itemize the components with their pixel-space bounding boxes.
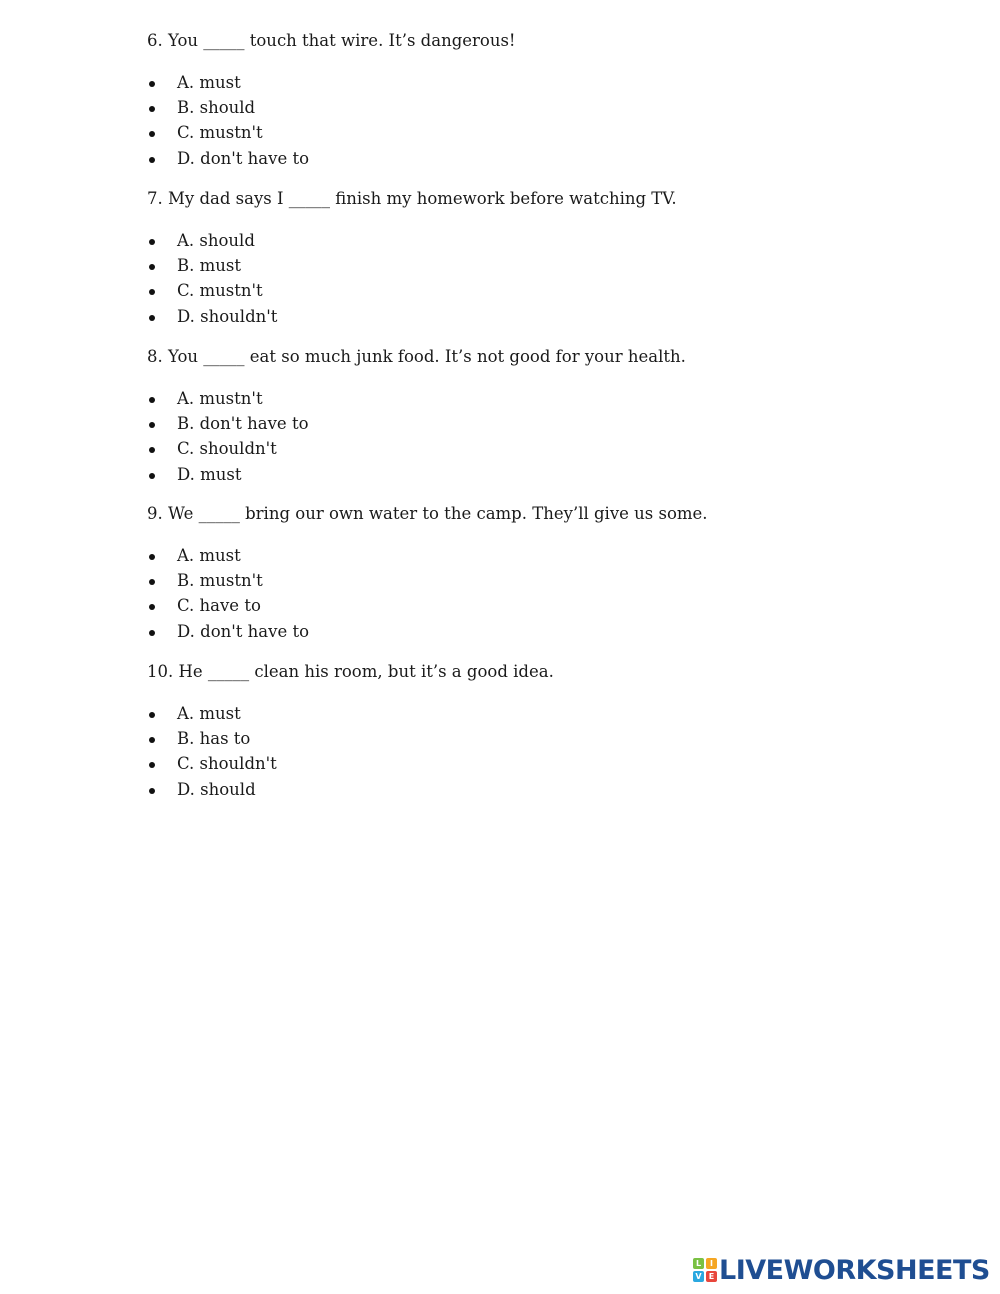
question-6: 6. You _____ touch that wire. It’s dangerous!: [147, 31, 516, 50]
option-10d[interactable]: [147, 777, 277, 802]
bullet-icon: [149, 289, 155, 295]
option-label: B. don't have to: [177, 414, 309, 434]
bullet-icon: [149, 157, 155, 163]
live-tiles-icon: [693, 1258, 717, 1282]
option-label: C. mustn't: [177, 123, 263, 143]
bullet-icon: [149, 131, 155, 137]
logo-tile: V: [693, 1271, 704, 1282]
bullet-icon: [149, 579, 155, 585]
option-label: A. should: [177, 231, 255, 250]
liveworksheets-logo: [693, 1256, 990, 1284]
option-label: C. mustn't: [177, 281, 263, 301]
option-7b[interactable]: [147, 253, 277, 278]
bullet-icon: [149, 473, 155, 479]
option-8d[interactable]: [147, 462, 309, 487]
bullet-icon: [149, 554, 155, 560]
options-6: [147, 70, 309, 171]
bullet-icon: [149, 315, 155, 321]
question-7: 7. My dad says I _____ finish my homework before watching TV.: [147, 189, 677, 208]
bullet-icon: [149, 762, 155, 768]
option-10a[interactable]: [147, 701, 277, 726]
option-9d[interactable]: [147, 619, 309, 644]
option-label: D. should: [177, 779, 256, 799]
option-9a[interactable]: [147, 543, 309, 568]
option-8a[interactable]: [147, 386, 309, 411]
bullet-icon: [149, 81, 155, 87]
bullet-icon: [149, 397, 155, 403]
question-9: 9. We _____ bring our own water to the camp. They’ll give us some.: [147, 504, 708, 523]
option-8b[interactable]: [147, 411, 309, 436]
bullet-icon: [149, 106, 155, 112]
options-10: [147, 701, 277, 802]
option-10c[interactable]: [147, 751, 277, 776]
option-10b[interactable]: [147, 726, 277, 751]
bullet-icon: [149, 239, 155, 245]
option-label: D. shouldn't: [177, 306, 278, 326]
option-label: A. must: [177, 546, 241, 565]
option-9c[interactable]: [147, 593, 309, 618]
option-6a[interactable]: [147, 70, 309, 95]
logo-text: LIVEWORKSHEETS: [719, 1254, 990, 1286]
option-label: B. has to: [177, 729, 251, 749]
logo-tile: E: [706, 1271, 717, 1282]
option-7a[interactable]: [147, 228, 277, 253]
question-8: 8. You _____ eat so much junk food. It’s not good for your health.: [147, 347, 686, 366]
option-label: A. must: [177, 73, 241, 92]
bullet-icon: [149, 630, 155, 636]
logo-tile: L: [693, 1258, 704, 1269]
option-label: C. shouldn't: [177, 439, 277, 459]
option-label: B. should: [177, 98, 256, 118]
option-label: A. must: [177, 704, 241, 723]
options-9: [147, 543, 309, 644]
option-label: D. don't have to: [177, 621, 310, 641]
option-9b[interactable]: [147, 568, 309, 593]
logo-tile: I: [706, 1258, 717, 1269]
question-10: 10. He _____ clean his room, but it’s a good idea.: [147, 662, 554, 681]
option-label: C. have to: [177, 596, 261, 616]
bullet-icon: [149, 712, 155, 718]
bullet-icon: [149, 604, 155, 610]
option-6b[interactable]: [147, 95, 309, 120]
option-7c[interactable]: [147, 278, 277, 303]
option-label: D. must: [177, 464, 242, 484]
options-7: [147, 228, 277, 329]
option-6c[interactable]: [147, 120, 309, 145]
bullet-icon: [149, 737, 155, 743]
bullet-icon: [149, 264, 155, 270]
option-label: A. mustn't: [177, 389, 263, 408]
bullet-icon: [149, 447, 155, 453]
option-label: D. don't have to: [177, 148, 310, 168]
option-7d[interactable]: [147, 304, 277, 329]
bullet-icon: [149, 422, 155, 428]
option-6d[interactable]: [147, 146, 309, 171]
option-label: B. mustn't: [177, 571, 263, 591]
options-8: [147, 386, 309, 487]
option-label: B. must: [177, 256, 241, 276]
option-8c[interactable]: [147, 436, 309, 461]
bullet-icon: [149, 788, 155, 794]
option-label: C. shouldn't: [177, 754, 277, 774]
